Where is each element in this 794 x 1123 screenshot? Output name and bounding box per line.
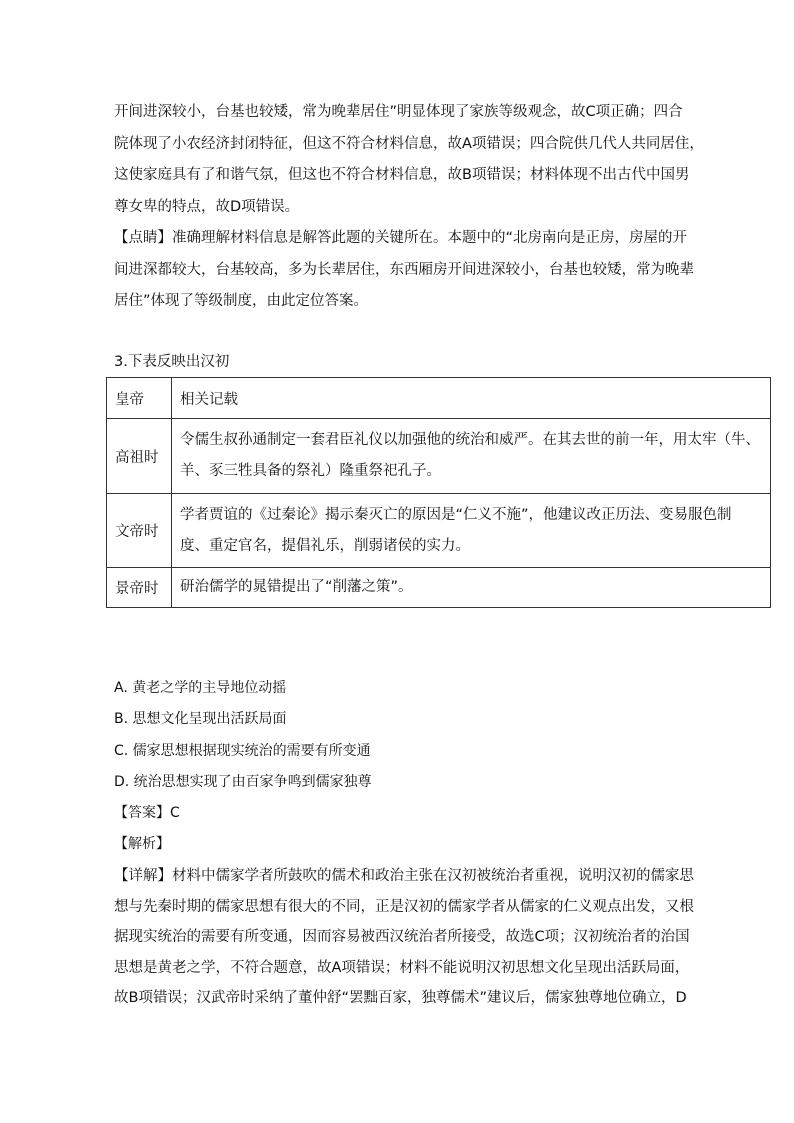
tip-paragraph <box>114 223 694 318</box>
record-line: 度、重定官名，提倡礼乐，削弱诸侯的实力。 <box>180 537 470 554</box>
previous-explanation-paragraph <box>114 97 704 223</box>
emperor-cell: 景帝时 <box>107 568 172 608</box>
paragraph-line: 思想是黄老之学，不符合题意，故A项错误；材料不能说明汉初思想文化呈现出活跃局面， <box>114 959 690 976</box>
paragraph-line: 居住”体现了等级制度，由此定位答案。 <box>114 293 369 309</box>
record-line: 令儒生叔孙通制定一套君臣礼仪以加强他的统治和威严。在其去世的前一年，用太牢（牛、 <box>180 432 760 448</box>
paragraph-line: 尊女卑的特点，故D项错误。 <box>114 198 300 215</box>
paragraph-line: 【详解】材料中儒家学者所鼓吹的儒术和政治主张在汉初被统治者重视，说明汉初的儒家思 <box>114 868 694 884</box>
answer-label: 【答案】C <box>114 805 180 822</box>
record-cell <box>172 494 771 568</box>
paragraph-line: 想与先秦时期的儒家思想有很大的不同，正是汉初的儒家学者从儒家的仁义观点出发，又根 <box>114 898 694 915</box>
table-header-cell: 皇帝 <box>107 378 172 419</box>
analysis-heading: 【解析】 <box>114 836 170 853</box>
history-records-table <box>106 377 771 608</box>
paragraph-line: 开间进深较小，台基也较矮，常为晚辈居住”明显体现了家族等级观念，故C项正确；四合 <box>114 104 683 120</box>
emperor-cell: 文帝时 <box>107 494 172 568</box>
answer-section <box>114 673 372 861</box>
paragraph-line: 这使家庭具有了和谐气氛，但这也不符合材料信息，故B项错误；材料体现不出古代中国男 <box>114 167 690 183</box>
record-line: 学者贾谊的《过秦论》揭示秦灭亡的原因是“仁义不施”，他建议改正历法、变易服色制 <box>180 506 732 523</box>
paragraph-line: 院体现了小农经济封闭特征，但这不符合材料信息，故A项错误；四合院供几代人共同居住， <box>114 135 704 152</box>
table-header-cell: 相关记载 <box>172 378 771 419</box>
record-cell <box>172 568 771 608</box>
table-row <box>107 568 771 608</box>
paragraph-line: 【点睛】准确理解材料信息是解答此题的关键所在。本题中的“北房南向是正房，房屋的开 <box>114 230 688 246</box>
table-header-row <box>107 378 771 419</box>
table-row <box>107 419 771 494</box>
paragraph-line: 间进深都较大，台基较高，多为长辈居住，东西厢房开间进深较小，台基也较矮，常为晚辈 <box>114 261 694 278</box>
record-cell <box>172 419 771 494</box>
table-row <box>107 494 771 568</box>
option-a: A. 黄老之学的主导地位动摇 <box>114 680 287 696</box>
option-d: D. 统治思想实现了由百家争鸣到儒家独尊 <box>114 773 372 790</box>
record-line: 羊、豕三牲具备的祭礼）隆重祭祀孔子。 <box>180 463 441 479</box>
question-title: 3.下表反映出汉初 <box>114 354 230 370</box>
paragraph-line: 据现实统治的需要有所变通，因而容易被西汉统治者所接受，故选C项；汉初统治者的治国 <box>114 929 690 945</box>
option-c: C. 儒家思想根据现实统治的需要有所变通 <box>114 742 371 759</box>
record-line: 研治儒学的晁错提出了“削藩之策”。 <box>180 579 413 595</box>
paragraph-line: 故B项错误；汉武帝时采纳了董仲舒“罢黜百家，独尊儒术”建议后，儒家独尊地位确立，D <box>114 990 687 1006</box>
emperor-cell: 高祖时 <box>107 419 172 494</box>
option-b: B. 思想文化呈现出活跃局面 <box>114 711 287 728</box>
detail-paragraph <box>114 861 694 1014</box>
